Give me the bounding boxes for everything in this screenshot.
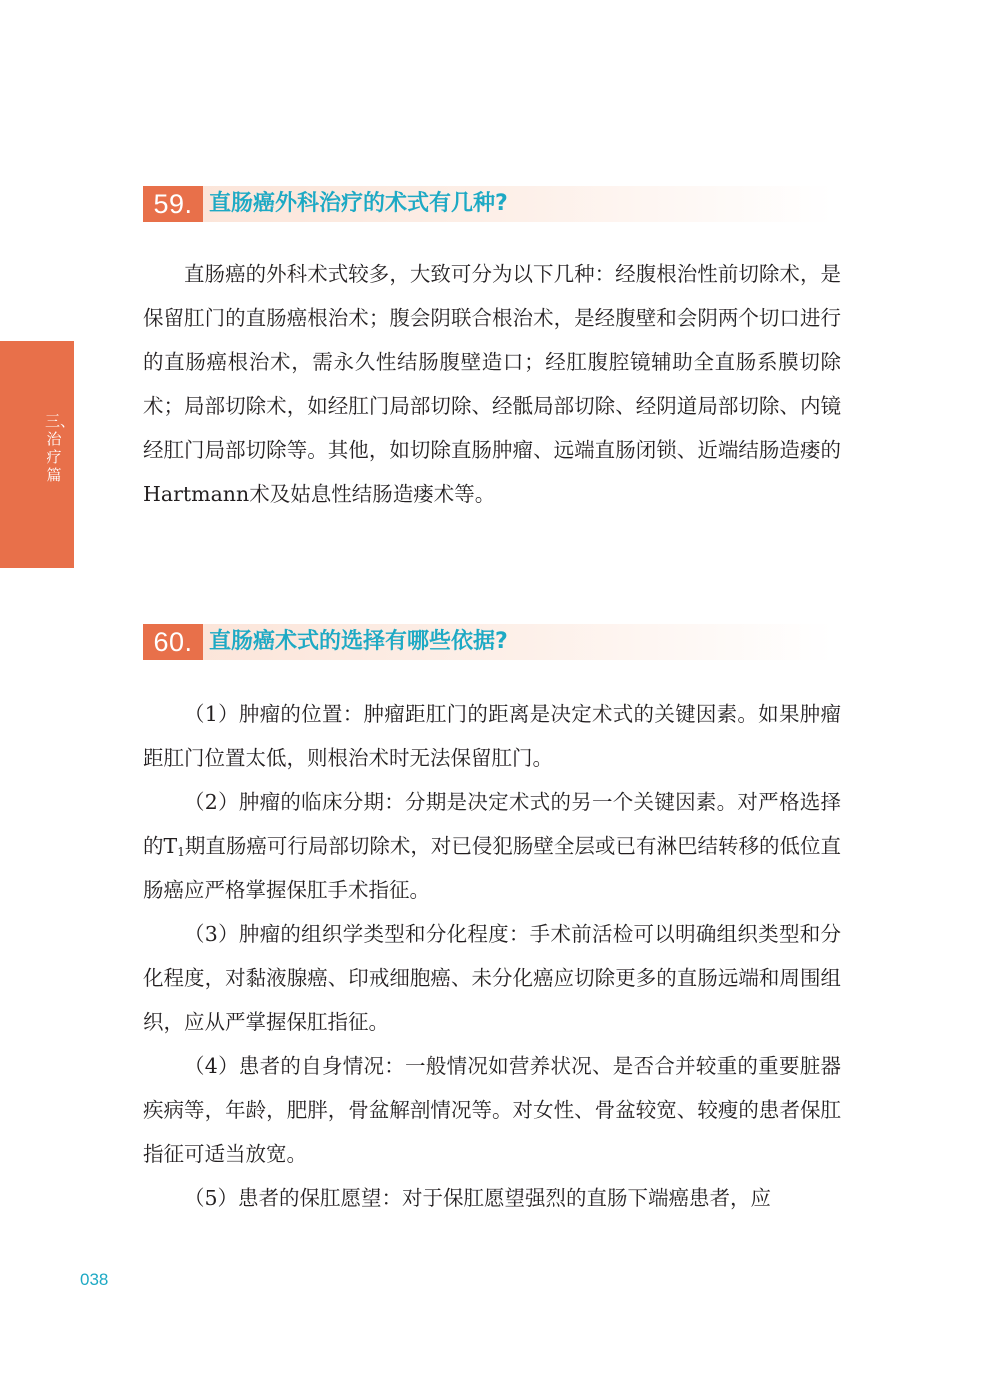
question-number: 59. <box>143 186 203 222</box>
answer-paragraph: 直肠癌的外科术式较多，大致可分为以下几种：经腹根治性前切除术，是保留肛门的直肠癌根治术；腹会阴联合根治术，是经腹壁和会阴两个切口进行的直肠癌根治术，需永久性结肠腹壁造口；经肛腹腔镜辅助全直肠系膜切除术；局部切除术，如经肛门局部切除、经骶局部切除、经阴道局部切除、内镜经肛门局部切除等。其他，如切除直肠肿瘤、远端直肠闭锁、近端结肠造瘘的Hartmann术及姑息性结肠造瘘术等。 <box>143 262 841 506</box>
paragraph-text-after-subscript: 期直肠癌可行局部切除术，对已侵犯肠壁全层或已有淋巴结转移的低位直肠癌应严格掌握保肛手术指征。 <box>143 834 841 902</box>
answer-paragraph: （5）患者的保肛愿望：对于保肛愿望强烈的直肠下端癌患者，应 <box>184 1186 772 1210</box>
page-number: 038 <box>80 1270 109 1289</box>
answer-paragraph <box>143 780 841 912</box>
paragraph-text-before-subscript: （2）肿瘤的临床分期：分期是决定术式的另一个关键因素。对严格选择的T <box>143 790 841 858</box>
chapter-side-tab-label: 三、治疗篇 <box>45 412 76 484</box>
question-title: 直肠癌术式的选择有哪些依据? <box>209 629 508 654</box>
question-title: 直肠癌外科治疗的术式有几种? <box>209 191 508 216</box>
question-60-header <box>143 624 833 660</box>
answer-paragraph: （4）患者的自身情况：一般情况如营养状况、是否合并较重的重要脏器疾病等，年龄，肥胖，骨盆解剖情况等。对女性、骨盆较宽、较瘦的患者保肛指征可适当放宽。 <box>143 1054 841 1166</box>
question-number: 60. <box>143 624 203 660</box>
question-59-header <box>143 186 833 222</box>
answer-paragraph: （1）肿瘤的位置：肿瘤距肛门的距离是决定术式的关键因素。如果肿瘤距肛门位置太低，则根治术时无法保留肛门。 <box>143 702 841 770</box>
stage-subscript: 1 <box>177 845 185 859</box>
answer-paragraph: （3）肿瘤的组织学类型和分化程度：手术前活检可以明确组织类型和分化程度，对黏液腺癌、印戒细胞癌、未分化癌应切除更多的直肠远端和周围组织，应从严掌握保肛指征。 <box>143 922 841 1034</box>
